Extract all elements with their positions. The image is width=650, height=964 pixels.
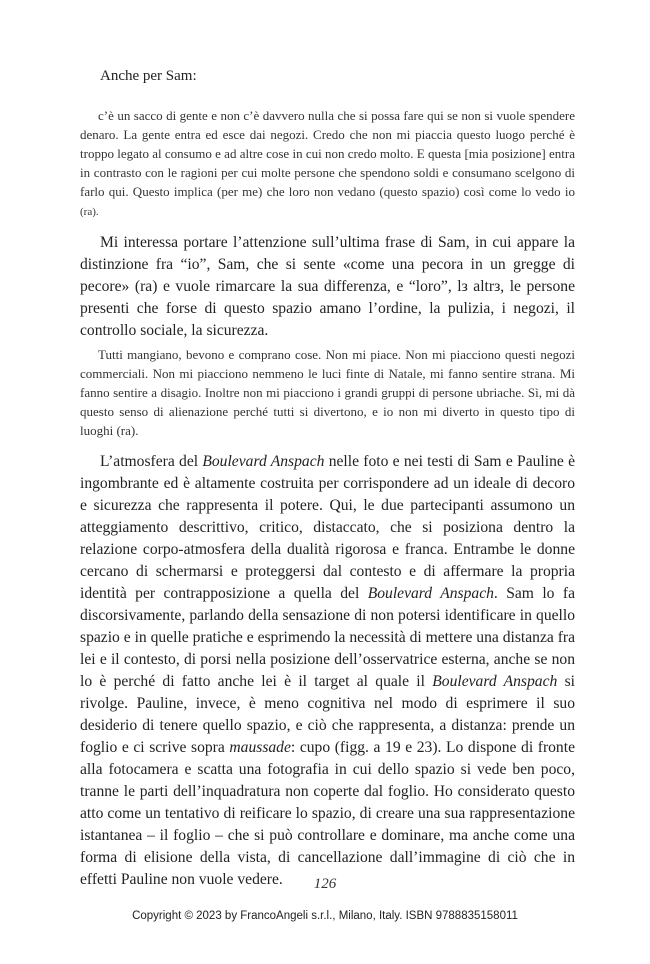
intro-line: Anche per Sam: bbox=[100, 68, 197, 84]
body-text: nelle foto e nei testi di Sam e Pauline è ingombrante ed è altamente costruita per corrispondere ad un ideale di decoro e sicurezza che rappresenta il potere. Qui, le due partecipanti assumono un atteggiamento descrittivo, critico, distaccato, che si posiziona dentro la relazione corpo-atmosfera della dualità rigorosa e franca. Entrambe le donne cercano di schermarsi e proteggersi dal contesto e di affermare la propria identità per contrapposizione a quella del bbox=[80, 453, 575, 602]
italic-term: Boulevard Anspach bbox=[367, 585, 494, 602]
block-quote-sam bbox=[80, 106, 575, 222]
page-number: 126 bbox=[313, 876, 337, 892]
italic-term: Boulevard Anspach bbox=[432, 673, 558, 690]
quote-text: c’è un sacco di gente e non c’è davvero nulla che si possa fare qui se non si vuole spendere denaro. La gente entra ed esce dai negozi. Credo che non mi piaccia questo luogo perché è troppo legato al consumo e ad altre cose in cui non credo molto. E questa [mia posizione] entra in contrasto con le ragioni per cui molte persone che spendono soldi e consumano scelgono di farlo qui. Questo implica (per me) che loro non vedano (questo spazio) così come lo vedo io bbox=[80, 108, 575, 199]
copyright-notice: Copyright © 2023 by FrancoAngeli s.r.l., Milano, Italy. ISBN 9788835158011 bbox=[132, 910, 518, 922]
block-quote-second: Tutti mangiano, bevono e comprano cose. Non mi piace. Non mi piacciono questi negozi commerciali. Non mi piacciono nemmeno le luci finte di Natale, mi fanno sentire strana. Mi fanno sentire a disagio. Inoltre non mi piacciono i grandi gruppi di persone ubriache. Sì, mi dà questo senso di alienazione perché tutti si divertono, e io non mi diverto in questo tipo di luoghi (ra). bbox=[80, 347, 575, 438]
body-text: L’atmosfera del bbox=[100, 453, 203, 470]
body-text: si rivolge. Pauline, invece, è meno cognitiva nel modo di esprimere il suo desiderio di tenere quello spazio, e ciò che rappresenta, a distanza: prende un foglio e ci scrive sopra bbox=[80, 673, 575, 756]
body-paragraph-2 bbox=[80, 451, 575, 891]
italic-term: Boulevard Anspach bbox=[202, 453, 325, 470]
body-text: . Sam lo fa discorsivamente, parlando della sensazione di non potersi identificare in quello spazio e in quelle pratiche e esprimendo la necessità di mettere una distanza fra lei e il contesto, di porsi nella posizione dell’osservatrice esterna, anche se non lo è perché di fatto anche lei è il target al quale il bbox=[80, 585, 575, 690]
italic-term: maussade bbox=[229, 739, 291, 756]
body-paragraph-1: Mi interessa portare l’attenzione sull’ultima frase di Sam, in cui appare la distinzione fra “io”, Sam, che si sente «come una pecora in un gregge di pecore» (ra) e vuole rimarcare la sua differenza, e “loro”, lз altrз, le persone presenti che forse di questo spazio amano l’ordine, la pulizia, i negozi, il controllo sociale, la sicurezza. bbox=[80, 234, 575, 339]
body-text: : cupo (figg. a 19 e 23). Lo dispone di fronte alla fotocamera e scatta una fotografia in cui dello spazio si vede ben poco, tranne le parti dell’inquadratura non coperte dal foglio. Ho considerato questo atto come un tentativo di reificare lo spazio, di creare una sua rappresentazione istantanea – il foglio – che si può controllare e dominare, ma anche come una forma di elisione della vista, di cancellazione dall’immagine di ciò che in effetti Pauline non vuole vedere. bbox=[80, 739, 575, 888]
quote-source: (ra). bbox=[80, 206, 99, 218]
